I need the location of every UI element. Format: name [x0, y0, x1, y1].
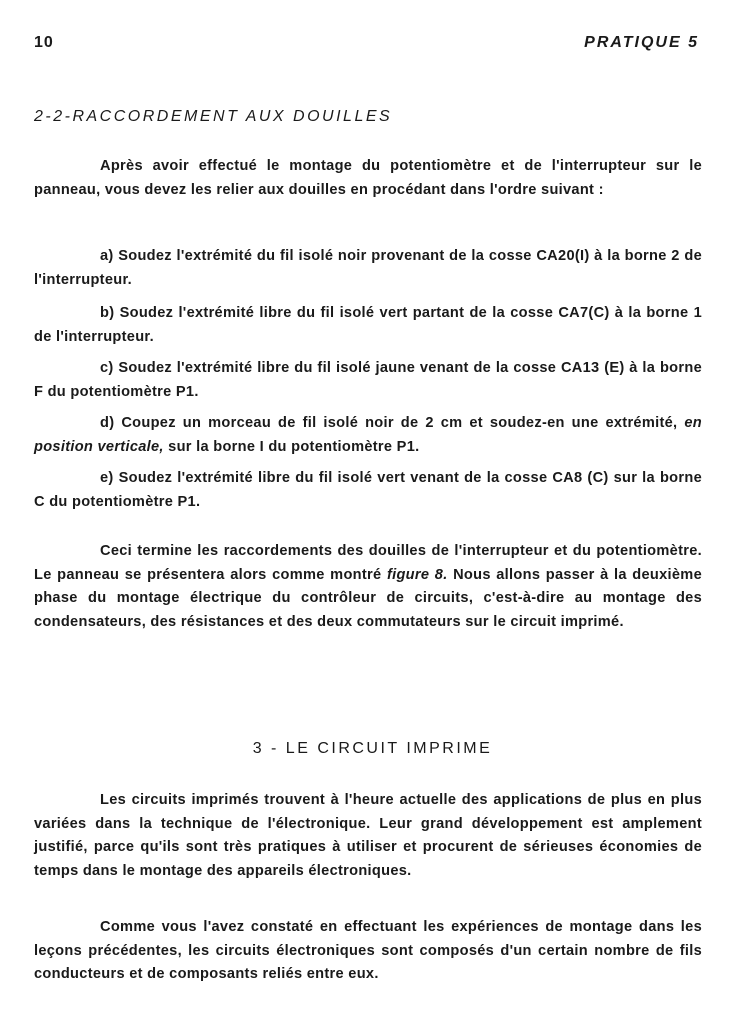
section-heading-raccordement: 2-2-RACCORDEMENT AUX DOUILLES — [34, 108, 393, 125]
page-number: 10 — [34, 34, 54, 51]
intro-text: Après avoir effectué le montage du potentiomètre et de l'interrupteur sur le panneau, vous devez les relier aux douilles en procédant dans l'ordre suivant : — [34, 158, 702, 198]
step-b-text: b) Soudez l'extrémité libre du fil isolé vert partant de la cosse CA7(C) à la borne 1 de l'interrupteur. — [34, 305, 702, 345]
step-d-emphasis: en position verticale, — [34, 415, 702, 455]
step-d-before: d) Coupez un morceau de fil isolé noir de 2 cm et soudez-en une extrémité, — [100, 415, 685, 431]
step-e — [34, 467, 702, 514]
circuit-paragraph-1-text: Les circuits imprimés trouvent à l'heure actuelle des applications de plus en plus variées dans la technique de l'électronique. Leur grand développement est amplement justifié, parce qu'ils sont très pratiques à utiliser et procurent de sérieuses économies de temps dans le montage des appareils électroniques. — [34, 792, 702, 879]
circuit-paragraph-2 — [34, 916, 702, 987]
step-d-after: sur la borne I du potentiomètre P1. — [163, 438, 420, 455]
step-c-text: c) Soudez l'extrémité libre du fil isolé jaune venant de la cosse CA13 (E) à la borne F du potentiomètre P1. — [34, 360, 702, 400]
page-header — [34, 34, 699, 58]
conclusion-before: Ceci termine les raccordements des douilles de l'interrupteur et du potentiomètre. Le panneau se présentera alors comme montré — [34, 543, 702, 583]
step-c — [34, 357, 702, 404]
circuit-paragraph-2-text: Comme vous l'avez constaté en effectuant les expériences de montage dans les leçons précédentes, les circuits électroniques sont composés d'un certain nombre de fils conducteurs et de composants reliés entre eux. — [34, 919, 702, 982]
step-a-text: a) Soudez l'extrémité du fil isolé noir provenant de la cosse CA20(I) à la borne 2 de l'interrupteur. — [34, 248, 702, 288]
step-b — [34, 302, 702, 349]
conclusion-paragraph — [34, 540, 702, 634]
conclusion-after: Nous allons passer à la deuxième phase du montage électrique du contrôleur de circuits, c'est-à-dire au montage des condensateurs, des résistances et des deux commutateurs sur le circuit imprimé. — [34, 566, 703, 630]
step-e-text: e) Soudez l'extrémité libre du fil isolé vert venant de la cosse CA8 (C) sur la borne C du potentiomètre P1. — [34, 470, 702, 510]
section-heading-circuit-imprime: 3 - LE CIRCUIT IMPRIME — [252, 740, 493, 757]
intro-paragraph — [34, 155, 702, 202]
step-d-text — [34, 412, 702, 459]
step-a — [34, 245, 702, 292]
running-title: PRATIQUE 5 — [584, 34, 699, 51]
circuit-paragraph-1 — [34, 789, 702, 883]
figure-reference: figure 8. — [386, 566, 448, 583]
step-d — [34, 412, 702, 459]
conclusion-text — [34, 540, 702, 634]
